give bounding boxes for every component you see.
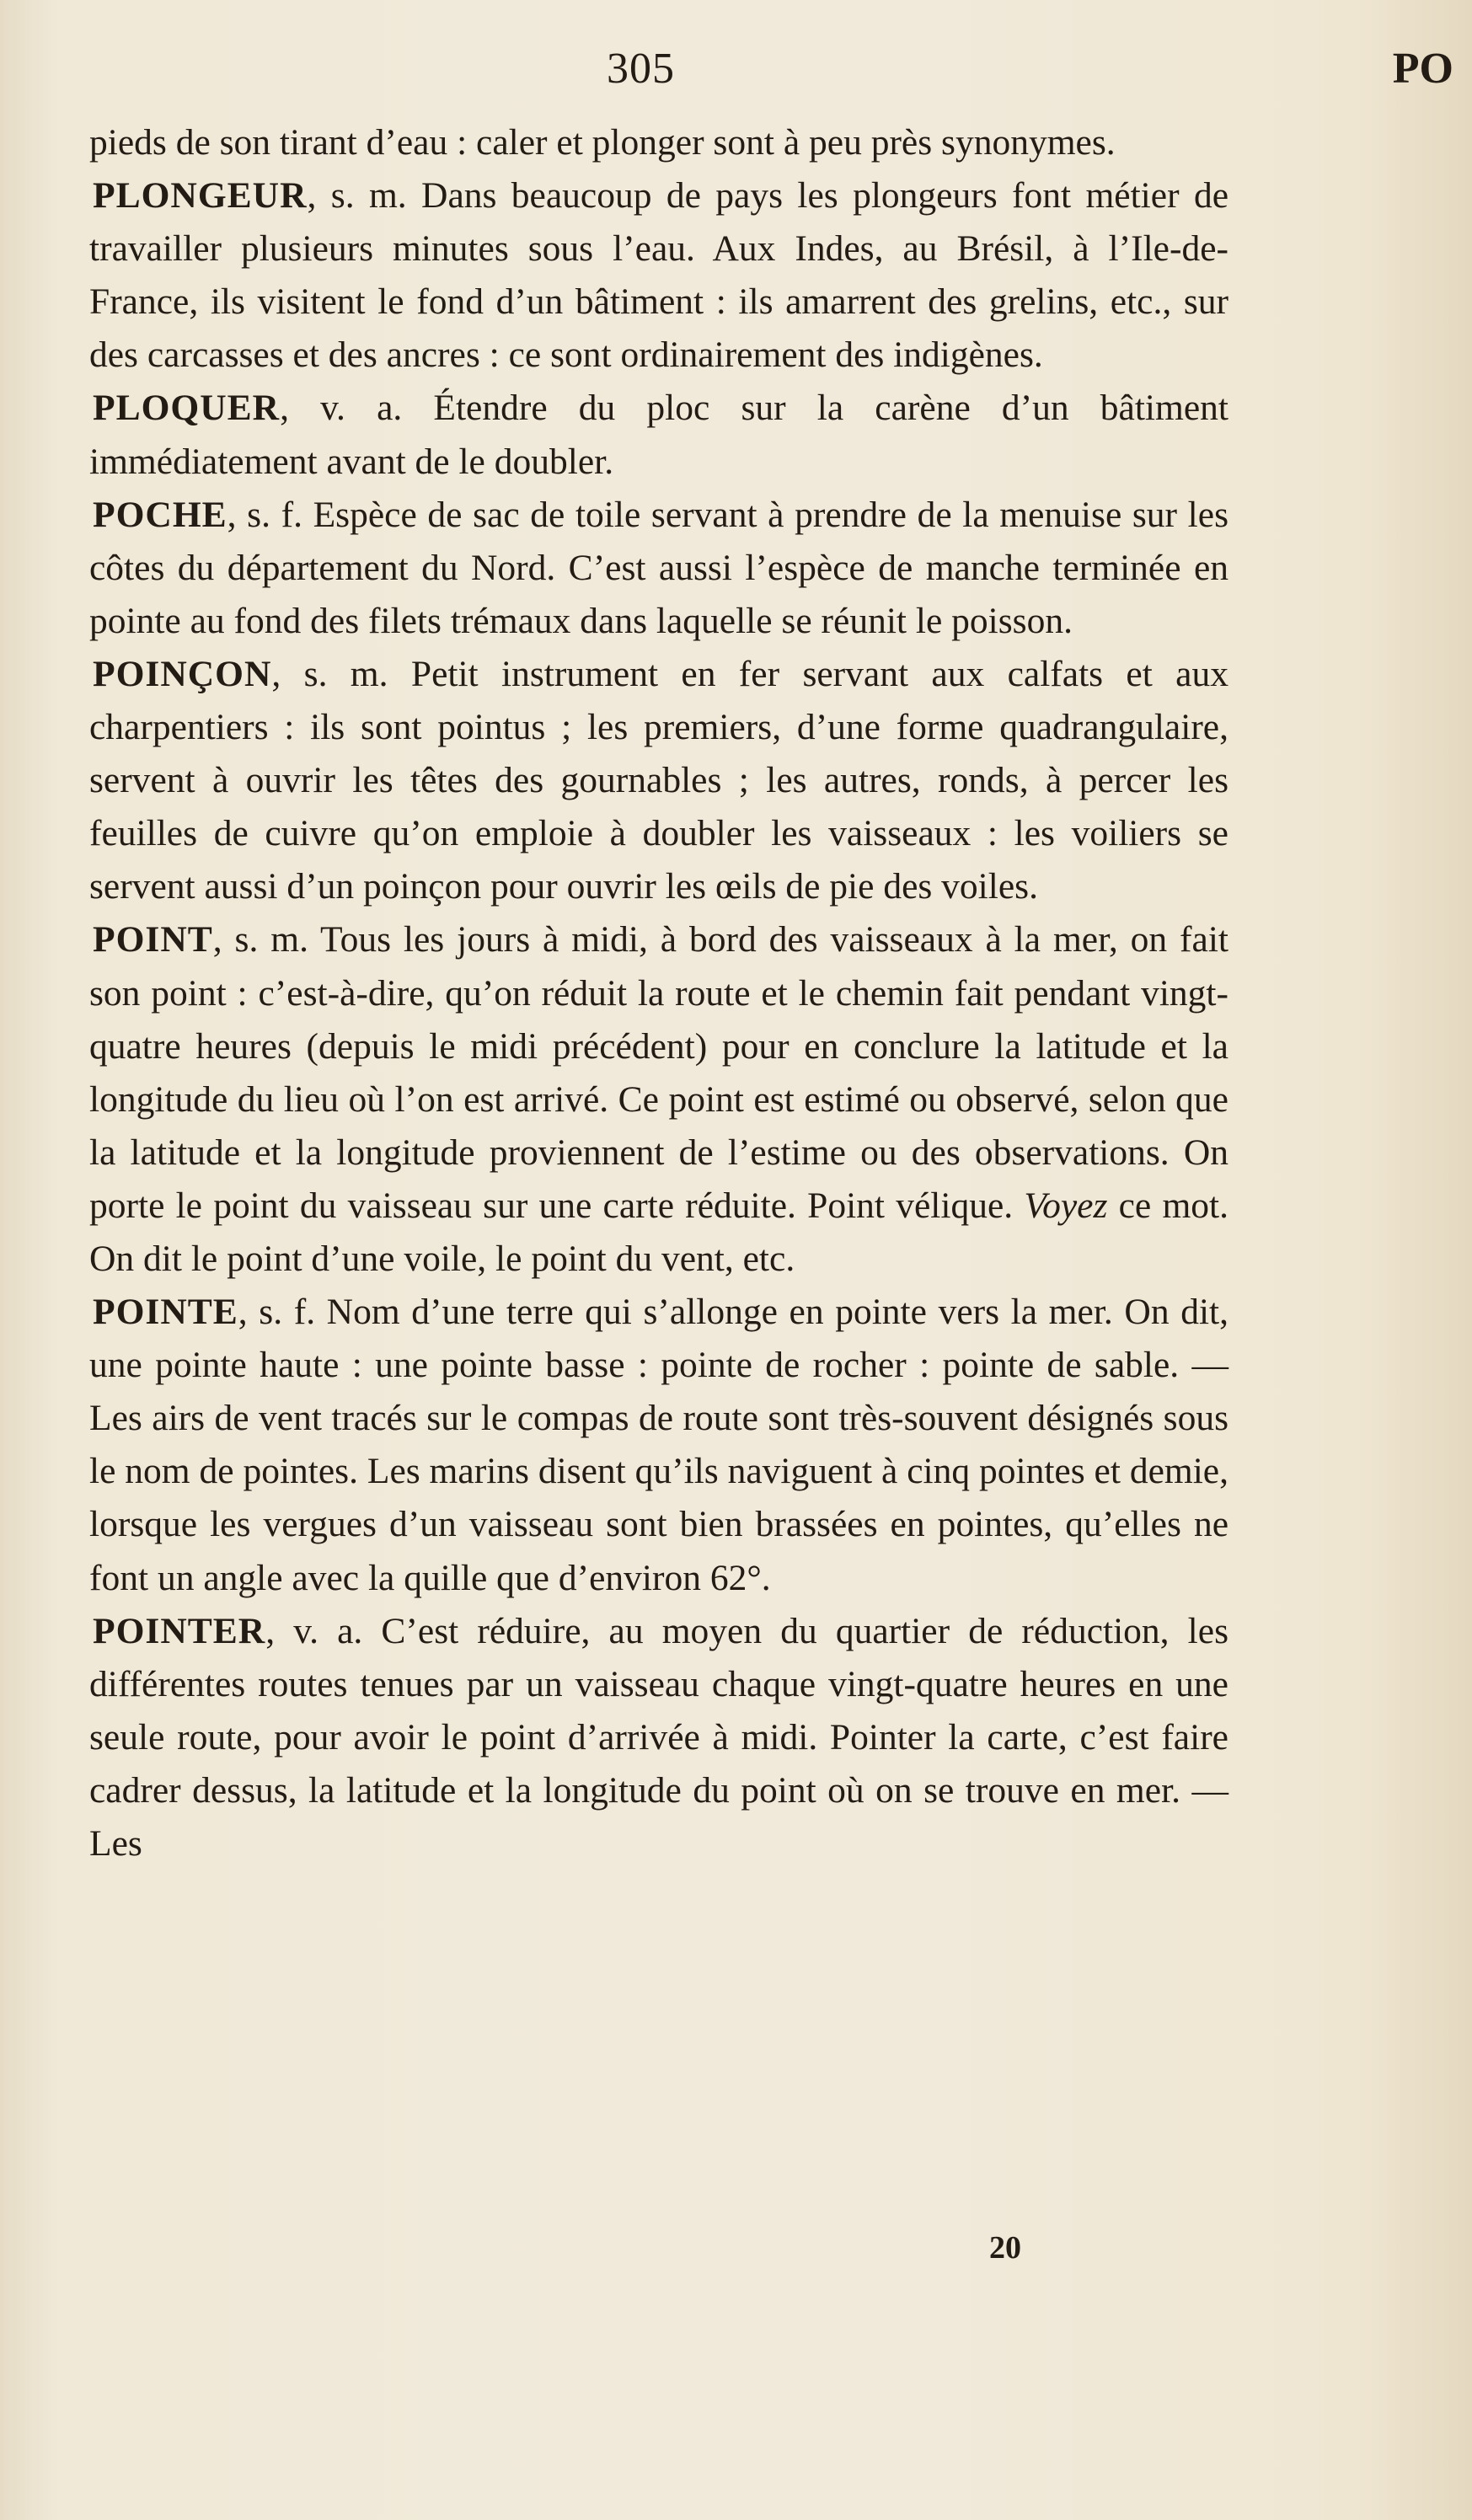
definition: , s. m. Petit instrument en fer servant aux calfats et aux charpentiers : ils sont pointus ; les premiers, d’une forme quadrangulaire, servent à ouvrir les têtes des gournables ; les autres, ronds, à percer les feuilles de cuivre qu’on emploie à doubler les vaisseaux : les voiliers se servent aussi d’un poinçon pour ouvrir les œils de pie des voiles. bbox=[89, 653, 1228, 907]
entry-point bbox=[89, 913, 1228, 1286]
entry-ploquer bbox=[89, 382, 1228, 488]
definition: , v. a. Étendre du ploc sur la carène d’un bâtiment immédiatement avant de le doubler. bbox=[89, 388, 1228, 482]
continued-entry-text: pieds de son tirant d’eau : caler et plonger sont à peu près synonymes. bbox=[89, 122, 1116, 163]
definition: , s. f. Nom d’une terre qui s’allonge en pointe vers la mer. On dit, une pointe haute : une pointe basse : pointe de rocher : pointe de sable. — Les airs de vent tracés sur le compas de route sont très-souvent désignés sous le nom de pointes. Les marins disent qu’ils naviguent à cinq pointes et demie, lorsque les vergues d’un vaisseau sont bien brassées en pointes, qu’elles ne font un angle avec la quille que d’environ 62°. bbox=[89, 1292, 1228, 1598]
dictionary-column bbox=[89, 116, 1228, 1870]
headword: POINTE bbox=[93, 1292, 238, 1333]
definition: , s. m. Tous les jours à midi, à bord des vaisseaux à la mer, on fait son point : c’est-à-dire, qu’on réduit la route et le chemin fait pendant vingt-quatre heures (depuis le midi précédent) pour en conclure la latitude et la longitude du lieu où l’on est arrivé. Ce point est estimé ou observé, selon que la latitude et la longitude proviennent de l’estime ou des observations. On porte le point du vaisseau sur une carte réduite. Point vélique. bbox=[89, 919, 1228, 1226]
definition: , v. a. C’est réduire, au moyen du quartier de réduction, les différentes routes tenues par un vaisseau chaque vingt-quatre heures en une seule route, pour avoir le point d’arrivée à midi. Pointer la carte, c’est faire cadrer dessus, la latitude et la longitude du point où on se trouve en mer. — Les bbox=[89, 1610, 1228, 1864]
entry-poincon bbox=[89, 648, 1228, 913]
entry-plongeur bbox=[89, 169, 1228, 382]
definition-continued: ce mot. On dit le point d’une voile, le point du vent, etc. bbox=[89, 1185, 1228, 1279]
entry-poche bbox=[89, 489, 1228, 648]
entry-pointer bbox=[89, 1605, 1228, 1870]
headword: POINTER bbox=[93, 1610, 266, 1651]
page-number: 305 bbox=[607, 45, 675, 93]
signature-mark: 20 bbox=[989, 2230, 1021, 2266]
entry-pointe bbox=[89, 1286, 1228, 1605]
headword: PLONGEUR bbox=[93, 175, 308, 217]
definition: , s. f. Espèce de sac de toile servant à prendre de la menuise sur les côtes du département du Nord. C’est aussi l’espèce de manche terminée en pointe au fond des filets trémaux dans laquelle se réunit le poisson. bbox=[89, 494, 1228, 641]
headword: POINÇON bbox=[93, 653, 272, 694]
headword: POCHE bbox=[93, 494, 227, 535]
headword: POINT bbox=[93, 919, 213, 960]
headword: PLOQUER bbox=[93, 388, 281, 429]
cross-reference: Voyez bbox=[1024, 1185, 1108, 1226]
definition: , s. m. Dans beaucoup de pays les plongeurs font métier de travailler plusieurs minutes sous l’eau. Aux Indes, au Brésil, à l’Ile-de-France, ils visitent le fond d’un bâtiment : ils amarrent des grelins, etc., sur des carcasses et des ancres : ce sont ordinairement des indigènes. bbox=[89, 175, 1228, 376]
running-head: PO bbox=[1392, 45, 1453, 93]
page-header bbox=[0, 44, 1472, 103]
